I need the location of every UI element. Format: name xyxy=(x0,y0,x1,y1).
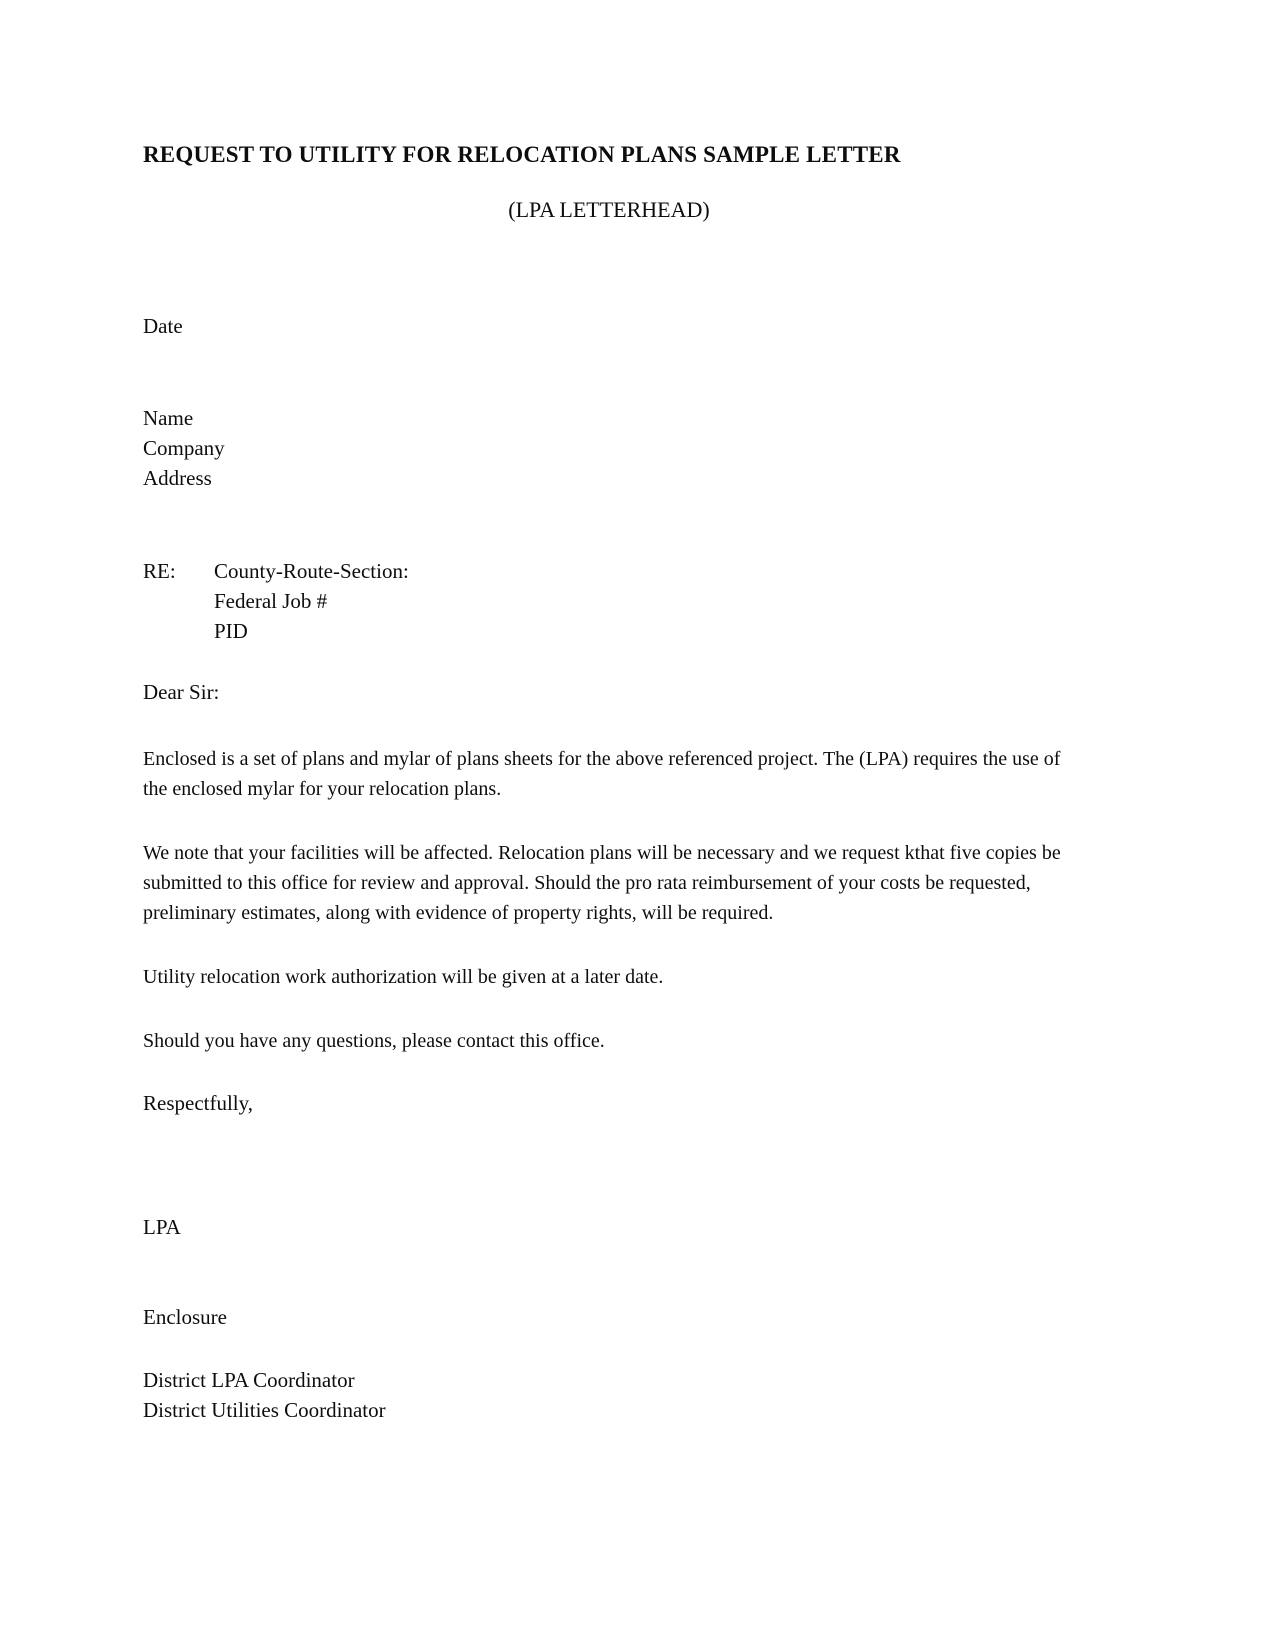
enclosure-label: Enclosure xyxy=(143,1305,227,1329)
paragraph-enclosed-plans: Enclosed is a set of plans and mylar of plans sheets for the above referenced project. The (LPA) requires the use of the enclosed mylar for your relocation plans. xyxy=(143,748,1061,800)
re-block xyxy=(143,556,1075,646)
recipient-company: Company xyxy=(143,436,225,460)
closing: Respectfully, xyxy=(143,1091,254,1115)
paragraph-work-authorization: Utility relocation work authorization will be given at a later date. xyxy=(143,966,664,988)
cc-district-utilities-coordinator: District Utilities Coordinator xyxy=(143,1398,386,1422)
cc-block xyxy=(143,1365,1075,1425)
signature-lpa: LPA xyxy=(143,1215,181,1239)
re-label: RE: xyxy=(143,559,176,583)
paragraph-questions: Should you have any questions, please contact this office. xyxy=(143,1030,605,1052)
recipient-address: Address xyxy=(143,466,212,490)
re-line-pid: PID xyxy=(214,619,248,643)
re-details xyxy=(214,556,409,646)
document-title: REQUEST TO UTILITY FOR RELOCATION PLANS SAMPLE LETTER xyxy=(143,142,901,167)
recipient-block xyxy=(143,403,1075,493)
re-line-federal-job: Federal Job # xyxy=(214,589,328,613)
date-placeholder: Date xyxy=(143,314,183,338)
cc-district-lpa-coordinator: District LPA Coordinator xyxy=(143,1368,355,1392)
letterhead-placeholder: (LPA LETTERHEAD) xyxy=(508,197,710,222)
recipient-name: Name xyxy=(143,406,194,430)
salutation: Dear Sir: xyxy=(143,680,220,704)
paragraph-facilities-affected: We note that your facilities will be affected. Relocation plans will be necessary and we request kthat five copies be submitted to this office for review and approval. Should the pro rata reimbursement of your costs be requested, preliminary estimates, along with evidence of property rights, will be required. xyxy=(143,842,1061,924)
re-line-county-route-section: County-Route-Section: xyxy=(214,559,409,583)
